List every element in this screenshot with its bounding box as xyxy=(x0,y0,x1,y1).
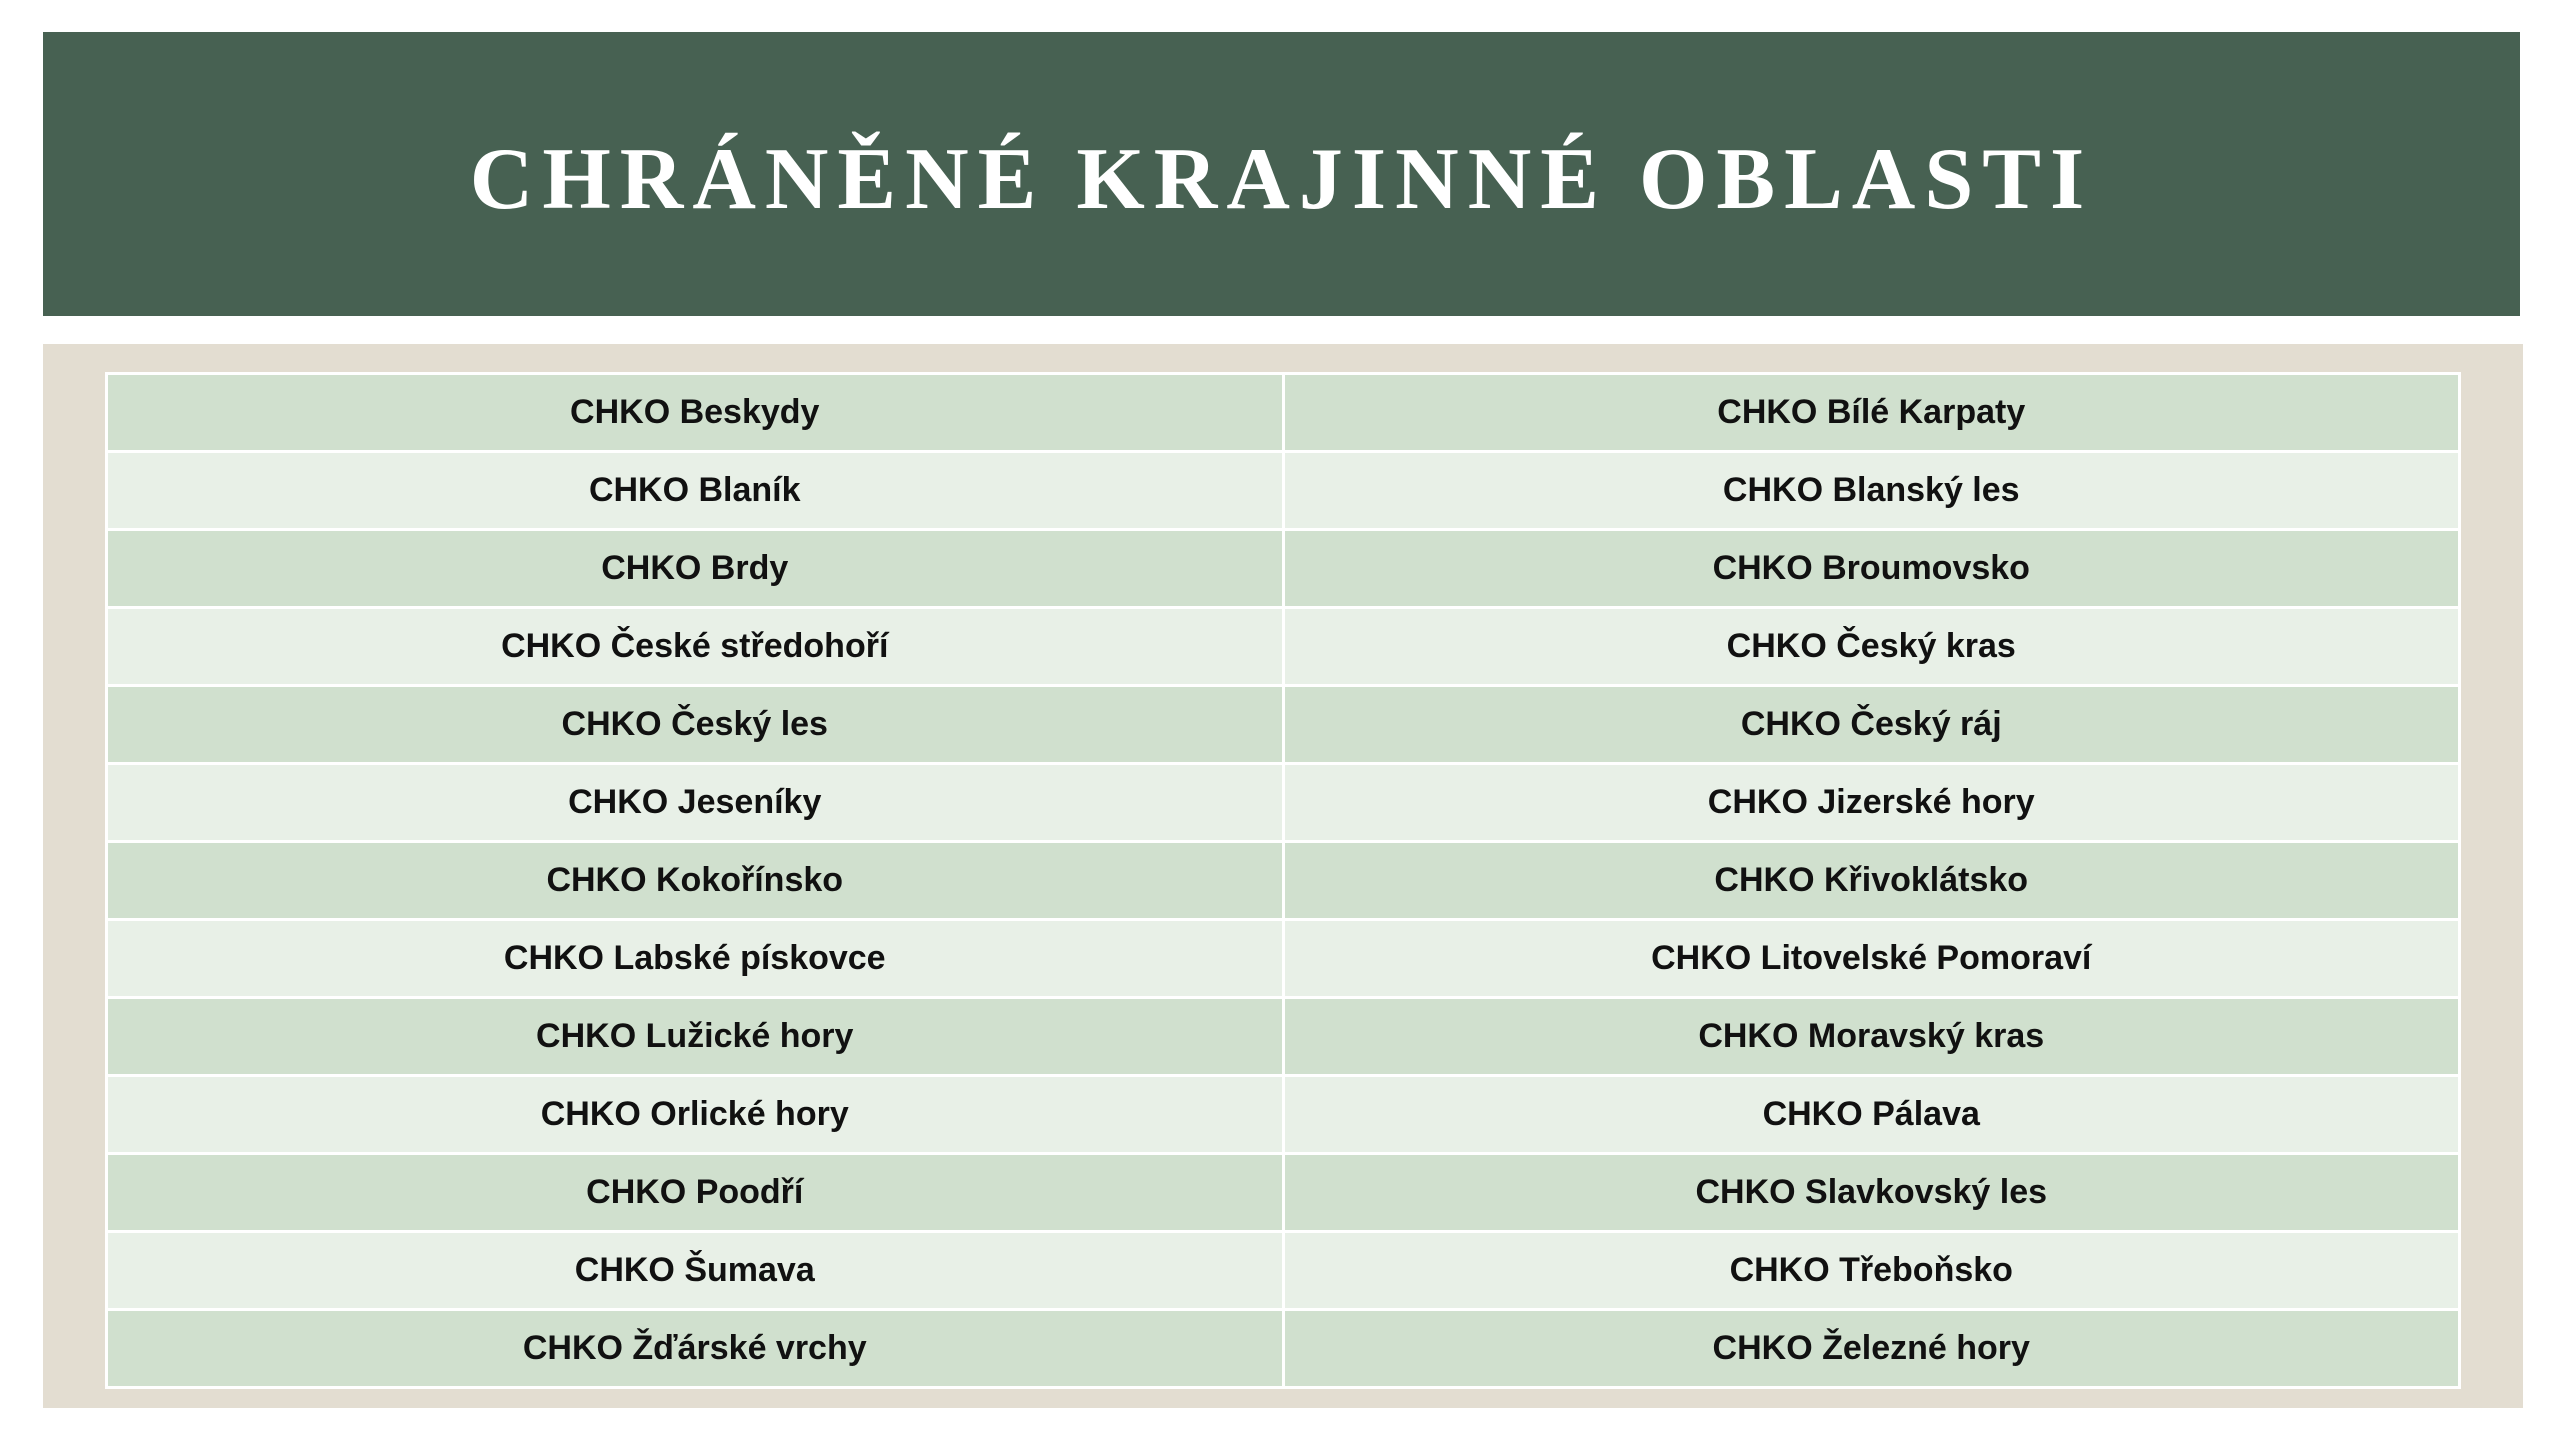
table-row xyxy=(107,1232,2460,1310)
table-cell-left: CHKO Brdy xyxy=(107,530,1284,608)
table-cell-right: CHKO Blanský les xyxy=(1283,452,2460,530)
table-cell-left: CHKO Orlické hory xyxy=(107,1076,1284,1154)
table-cell-left: CHKO Český les xyxy=(107,686,1284,764)
table-cell-left: CHKO Labské pískovce xyxy=(107,920,1284,998)
table-row xyxy=(107,1310,2460,1388)
table-row xyxy=(107,374,2460,452)
table-row xyxy=(107,452,2460,530)
slide-title: CHRÁNĚNÉ KRAJINNÉ OBLASTI xyxy=(469,130,2094,228)
table-cell-right: CHKO Litovelské Pomoraví xyxy=(1283,920,2460,998)
table-cell-left: CHKO Poodří xyxy=(107,1154,1284,1232)
table-cell-right: CHKO Křivoklátsko xyxy=(1283,842,2460,920)
table-row xyxy=(107,1154,2460,1232)
table-cell-right: CHKO Jizerské hory xyxy=(1283,764,2460,842)
table-cell-right: CHKO Třeboňsko xyxy=(1283,1232,2460,1310)
table-row xyxy=(107,764,2460,842)
table-body xyxy=(107,374,2460,1388)
table-row xyxy=(107,998,2460,1076)
table-cell-right: CHKO Bílé Karpaty xyxy=(1283,374,2460,452)
table-row xyxy=(107,842,2460,920)
table-cell-left: CHKO Blaník xyxy=(107,452,1284,530)
table-cell-left: CHKO Beskydy xyxy=(107,374,1284,452)
table-cell-left: CHKO Šumava xyxy=(107,1232,1284,1310)
table-cell-right: CHKO Slavkovský les xyxy=(1283,1154,2460,1232)
table-row xyxy=(107,686,2460,764)
table-cell-left: CHKO Žďárské vrchy xyxy=(107,1310,1284,1388)
table-cell-right: CHKO Železné hory xyxy=(1283,1310,2460,1388)
table-row xyxy=(107,1076,2460,1154)
table-row xyxy=(107,530,2460,608)
table-row xyxy=(107,920,2460,998)
table-cell-left: CHKO Jeseníky xyxy=(107,764,1284,842)
table-row xyxy=(107,608,2460,686)
table-cell-right: CHKO Broumovsko xyxy=(1283,530,2460,608)
table-cell-right: CHKO Český kras xyxy=(1283,608,2460,686)
table-cell-left: CHKO Lužické hory xyxy=(107,998,1284,1076)
table-cell-left: CHKO Kokořínsko xyxy=(107,842,1284,920)
title-banner xyxy=(43,32,2520,316)
protected-areas-table xyxy=(105,372,2461,1389)
table-cell-left: CHKO České středohoří xyxy=(107,608,1284,686)
content-panel xyxy=(43,344,2523,1408)
table-cell-right: CHKO Moravský kras xyxy=(1283,998,2460,1076)
table-cell-right: CHKO Pálava xyxy=(1283,1076,2460,1154)
table-cell-right: CHKO Český ráj xyxy=(1283,686,2460,764)
